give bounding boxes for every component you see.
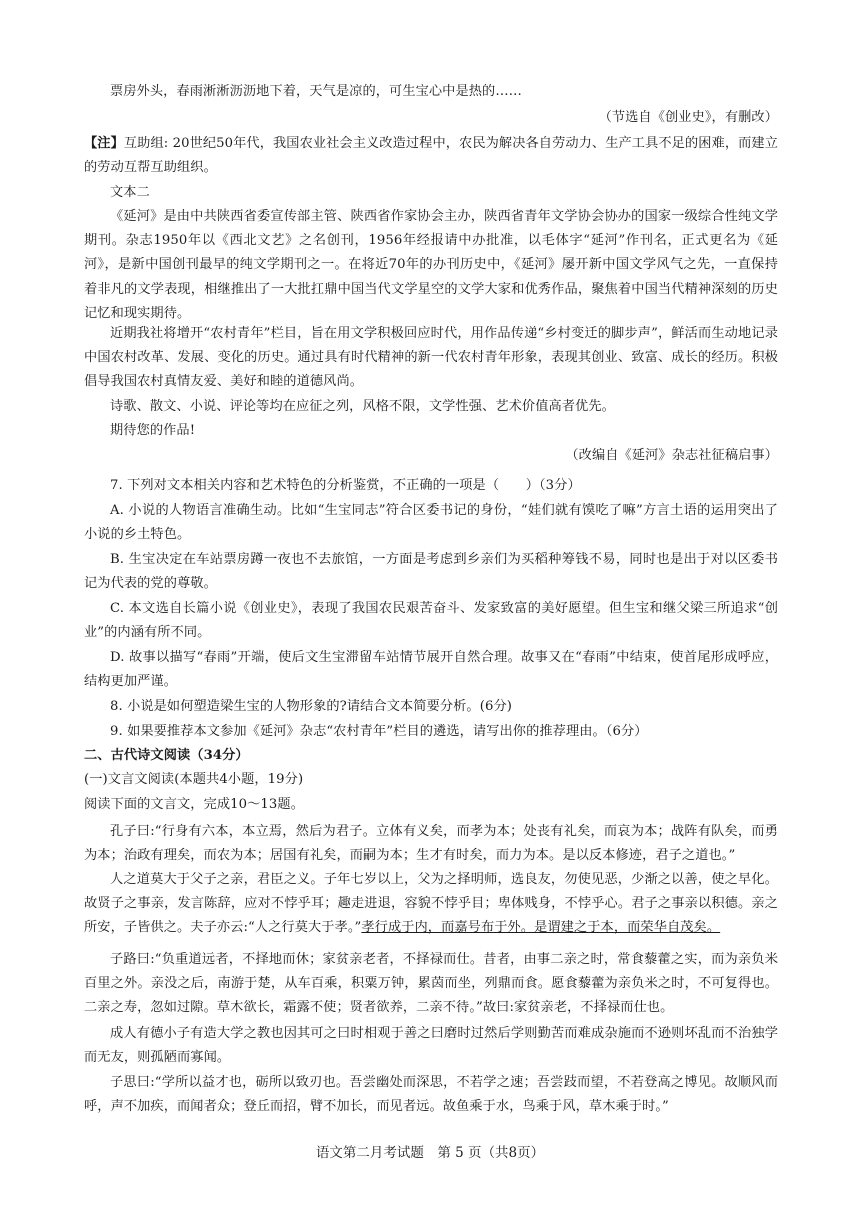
instruction: 阅读下面的文言文，完成10～13题。: [84, 797, 304, 812]
paragraph: 期待您的作品!: [110, 423, 196, 438]
section-title: 文本二: [110, 185, 150, 200]
classical-paragraph: [84, 868, 778, 941]
classical-text: 人之道莫大于父子之亲，君臣之义。子年七岁以上，父为之择明师，选良友，勿使见恶，少渐之以善，使之早化。故贤子之事亲，发言陈辞，应对不悖乎耳；趣走进退，容貌不悖乎目；卑体贱身，不悖乎心。君子之事亲以积德。亲之所安，子皆供之。夫子亦云:“人之行莫大于孝。”: [84, 872, 778, 936]
note-text: 互助组: 20世纪50年代，我国农业社会主义改造过程中，农民为解决各自劳动力、生产工具不足的困难，而建立的劳动互帮互助组织。: [84, 136, 778, 176]
classical-paragraph: 成人有德小子有造大学之教也因其可之曰时相观于善之曰磨时过然后学则勤苦而难成杂施而不逊则坏乱而不治独学而无友，则孤陋而寡闻。: [84, 1026, 778, 1066]
source-citation: （节选自《创业史》，有删改）: [598, 110, 778, 125]
classical-paragraph: 子路曰:“负重道远者，不择地而休；家贫亲老者，不择禄而仕。昔者，由事二亲之时，常食藜藿之实，而为亲负米百里之外。亲没之后，南游于楚，从车百乘，积粟万钟，累茵而坐，列鼎而食。愿食藜藿为亲负米之时，不可复得也。二亲之寿，忽如过隙。草木欲长，霜露不使；贤者欲养，二亲不待。”故曰:家贫亲老，不择禄而仕也。: [84, 952, 778, 1016]
option-b: B. 生宝决定在车站票房蹲一夜也不去旅馆，一方面是考虑到乡亲们为买稻种筹钱不易，同时也是出于对以区委书记为代表的党的尊敬。: [84, 552, 778, 592]
question-7: 7. 下列对文本相关内容和艺术特色的分析鉴赏，不正确的一项是（ ）（3分）: [110, 478, 581, 493]
subsection-heading: (一)文言文阅读(本题共4小题，19分): [84, 772, 304, 787]
text-line: 票房外头，春雨淅淅沥沥地下着，天气是凉的，可生宝心中是热的……: [110, 84, 522, 99]
option-a: A. 小说的人物语言准确生动。比如“生宝同志”符合区委书记的身份，“娃们就有馍吃了嘛”方言土语的运用突出了小说的乡土特色。: [84, 503, 778, 543]
option-d: D. 故事以描写“春雨”开端，使后文生宝滞留车站情节展开自然合理。故事又在“春雨”中结束，使首尾形成呼应，结构更加严谨。: [84, 650, 778, 690]
paragraph: 诗歌、散文、小说、评论等均在应征之列，风格不限，文学性强、艺术价值高者优先。: [110, 399, 615, 414]
question-9: 9. 如果要推荐本文参加《延河》杂志“农村青年”栏目的遴选，请写出你的推荐理由。（6分）: [110, 724, 648, 739]
paragraph: 近期我社将增开“农村青年”栏目，旨在用文学积极回应时代，用作品传递“乡村变迁的脚步声”，鲜活而生动地记录中国农村改革、发展、变化的历史。通过具有时代精神的新一代农村青年形象，表现其创业、致富、成长的经历。积极倡导我国农村真情友爱、美好和睦的道德风尚。: [84, 326, 778, 390]
question-8: 8. 小说是如何塑造梁生宝的人物形象的?请结合文本简要分析。(6分): [110, 699, 512, 714]
section-heading: 二、古代诗文阅读（34分）: [84, 748, 249, 763]
option-c: C. 本文选自长篇小说《创业史》，表现了我国农民艰苦奋斗、发家致富的美好愿望。但生宝和继父梁三所追求“创业”的内涵有所不同。: [84, 601, 778, 641]
page-footer: 语文第二月考试题 第 5 页（共8页）: [315, 1145, 545, 1161]
annotation: [84, 132, 778, 180]
underlined-sentence: 孝行成于内，而嘉号布于外。是谓建之于本，而荣华自茂矣。: [361, 920, 721, 936]
note-label: 【注】: [84, 136, 124, 151]
source-citation: （改编自《延河》杂志社征稿启事）: [565, 448, 778, 463]
classical-paragraph: 子思曰:“学所以益才也，砺所以致刃也。吾尝幽处而深思，不若学之速；吾尝跂而望，不若登高之博见。故顺风而呼，声不加疾，而闻者众；登丘而招，臂不加长，而见者远。故鱼乘于水，鸟乘于风，草木乘于时。”: [84, 1075, 778, 1115]
paragraph: 《延河》是由中共陕西省委宣传部主管、陕西省作家协会主办，陕西省青年文学协会协办的国家一级综合性纯文学期刊。杂志1950年以《西北文艺》之名创刊，1956年经报请中办批准，以毛体字“延河”作刊名，正式更名为《延河》，是新中国创刊最早的纯文学期刊之一。在将近70年的办刊历史中，《延河》屡开新中国文学风气之先，一直保持着非凡的文学表现，相继推出了一大批扛鼎中国当代文学星空的文学大家和优秀作品，聚焦着中国当代精神深刻的历史记忆和现实期待。: [84, 209, 778, 321]
classical-paragraph: 孔子曰:“行身有六本，本立焉，然后为君子。立体有义矣，而孝为本；处丧有礼矣，而哀为本；战阵有队矣，而勇为本；治政有理矣，而农为本；居国有礼矣，而嗣为本；生才有时矣，而力为本。是以反本修迹，君子之道也。”: [84, 824, 778, 864]
